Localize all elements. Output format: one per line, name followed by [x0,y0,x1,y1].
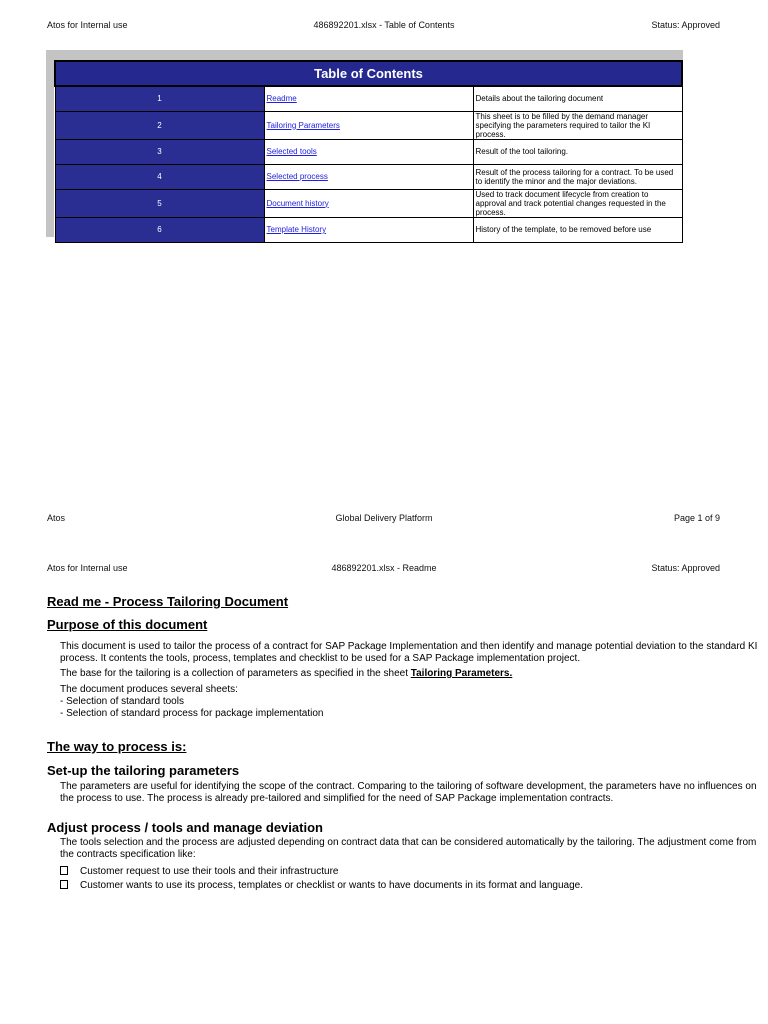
way-heading: The way to process is: [47,739,187,754]
toc-row [55,139,682,164]
adjust-bullet-text: Customer wants to use its process, templates or checklist or wants to have documents in its format and language. [80,880,584,891]
toc-title: Table of Contents [55,61,682,86]
toc-row-description: History of the template, to be removed before use [473,217,682,242]
toc-row-number: 4 [55,164,264,189]
adjust-bullet-text: Customer request to use their tools and their infrastructure [80,866,339,877]
adjust-heading: Adjust process / tools and manage deviation [47,820,323,835]
toc-link-template-history[interactable]: Template History [266,225,327,234]
toc-row-number: 5 [55,189,264,217]
page1-header-right: Status: Approved [651,20,720,30]
page1-footer-right: Page 1 of 9 [673,513,720,523]
toc-link-selected-tools[interactable]: Selected tools [266,147,317,156]
page1-header-left: Atos for Internal use [47,20,128,30]
toc-link-document-history[interactable]: Document history [266,198,329,208]
page1-footer-left: Atos [47,513,66,523]
page1-footer-center: Global Delivery Platform [335,513,433,523]
toc-row-description: This sheet is to be filled by the demand manager specifying the parameters required to tailor the KI process. [473,111,682,139]
adjust-paragraph: The tools selection and the process are adjusted depending on contract data that can be considered automatically by the tailoring. The adjustment come from the contracts specification like: [60,837,757,860]
page2-header-center: 486892201.xlsx - Readme [331,563,437,573]
toc-row-number: 3 [55,139,264,164]
page2-header-left: Atos for Internal use [47,563,128,573]
toc-row [55,164,682,189]
purpose-paragraph-2-text: The base for the tailoring is a collection of parameters as specified in the sheet [60,668,411,679]
toc-row-description: Used to track document lifecycle from creation to approval and track potential changes requested in the process. [473,189,682,217]
adjust-bullet [60,866,338,878]
toc-row-description: Details about the tailoring document [473,86,682,111]
readme-title: Read me - Process Tailoring Document [47,594,289,609]
toc-row-description: Result of the tool tailoring. [473,139,682,164]
purpose-paragraph-1: This document is used to tailor the process of a contract for SAP Package Implementation and then identify and manage potential deviation to the standard KI process. It contents the tools, process, templates and checklist to be used for a SAP Package implementation project. [60,641,758,664]
toc-row [55,217,682,242]
toc-row-number: 1 [55,86,264,111]
toc-row-number: 6 [55,217,264,242]
adjust-bullet [60,880,583,892]
toc-row [55,189,682,217]
toc-link-selected-process[interactable]: Selected process [266,172,328,181]
toc-row-description: Result of the process tailoring for a contract. To be used to identify the minor and the major deviations. [473,164,682,189]
page2-header-right: Status: Approved [651,563,720,573]
page1-header-center: 486892201.xlsx - Table of Contents [313,20,455,30]
setup-heading: Set-up the tailoring parameters [47,763,240,778]
tailoring-parameters-link[interactable]: Tailoring Parameters. [410,668,513,679]
toc-row-number: 2 [55,111,264,139]
toc-link-tailoring-parameters[interactable]: Tailoring Parameters [266,120,340,130]
setup-paragraph: The parameters are useful for identifying the scope of the contract. Comparing to the tailoring of software development, the parameters have no influences on the process to use. The process is already pre-tailored and simplified for the need of SAP Package implementation contracts. [60,781,757,804]
purpose-list-item: - Selection of standard tools [60,696,184,707]
toc-table [54,60,683,243]
checkbox-icon [60,880,68,889]
toc-row [55,111,682,139]
checkbox-icon [60,866,68,875]
purpose-paragraph-3: The document produces several sheets: [60,684,238,695]
purpose-paragraph-2 [60,668,766,680]
toc-link-readme[interactable]: Readme [266,94,297,104]
purpose-heading: Purpose of this document [47,617,208,632]
toc-row [55,86,682,111]
purpose-list-item: - Selection of standard process for package implementation [60,708,324,719]
